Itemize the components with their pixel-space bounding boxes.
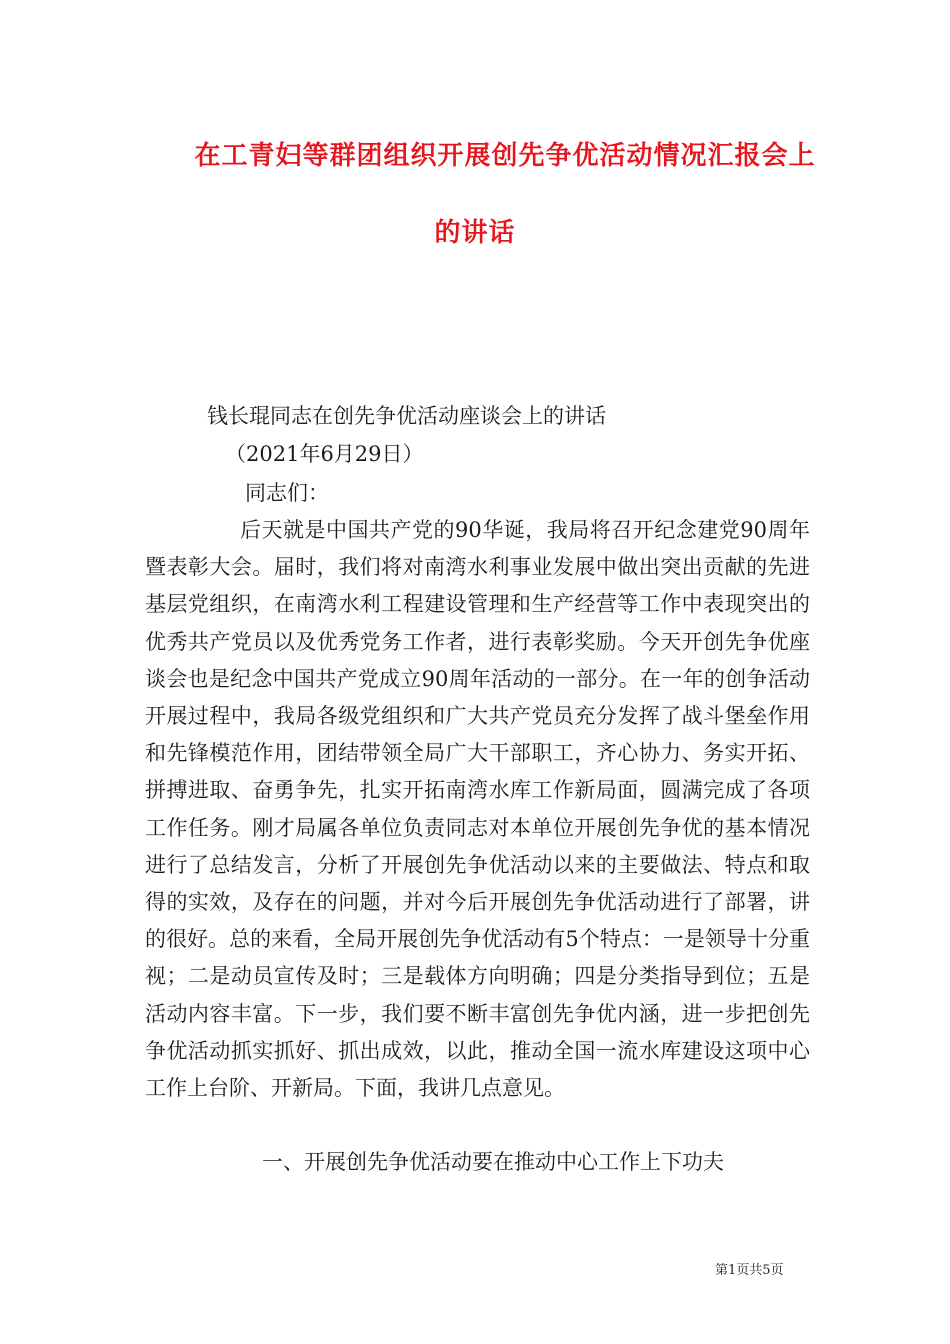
body-paragraph: 后天就是中国共产党的90华诞，我局将召开纪念建党90周年暨表彰大会。届时，我们将对南湾水利事业发展中做出突出贡献的先进基层党组织，在南湾水利工程建设管理和生产经营等工作中表现突出的优秀共产党员以及优秀党务工作者，进行表彰奖励。今天开创先争优座谈会也是纪念中国共产党成立90周年活动的一部分。在一年的创争活动开展过程中，我局各级党组织和广大共产党员充分发挥了战斗堡垒作用和先锋模范作用，团结带领全局广大干部职工，齐心协力、务实开拓、拼搏进取、奋勇争先，扎实开拓南湾水库工作新局面，圆满完成了各项工作任务。刚才局属各单位负责同志对本单位开展创先争优的基本情况进行了总结发言，分析了开展创先争优活动以来的主要做法、特点和取得的实效，及存在的问题，并对今后开展创先争优活动进行了部署，讲的很好。总的来看，全局开展创先争优活动有5个特点：一是领导十分重视；二是动员宣传及时；三是载体方向明确；四是分类指导到位；五是活动内容丰富。下一步，我们要不断丰富创先争优内涵，进一步把创先争优活动抓实抓好、抓出成效，以此，推动全国一流水库建设这项中心工作上台阶、开新局。下面，我讲几点意见。 bbox=[145, 518, 810, 1101]
page-number-footer: 第1页共5页 bbox=[715, 1263, 784, 1278]
salutation: 同志们： bbox=[245, 481, 329, 505]
speech-subtitle: 钱长琨同志在创先争优活动座谈会上的讲话 bbox=[207, 404, 606, 428]
speech-date: （2021年6月29日） bbox=[225, 442, 424, 466]
section-heading: 一、开展创先争优活动要在推动中心工作上下功夫 bbox=[262, 1150, 724, 1174]
document-title-line-1: 在工青妇等群团组织开展创先争优活动情况汇报会上 bbox=[194, 141, 816, 171]
document-title-line-2: 的讲话 bbox=[434, 218, 516, 248]
